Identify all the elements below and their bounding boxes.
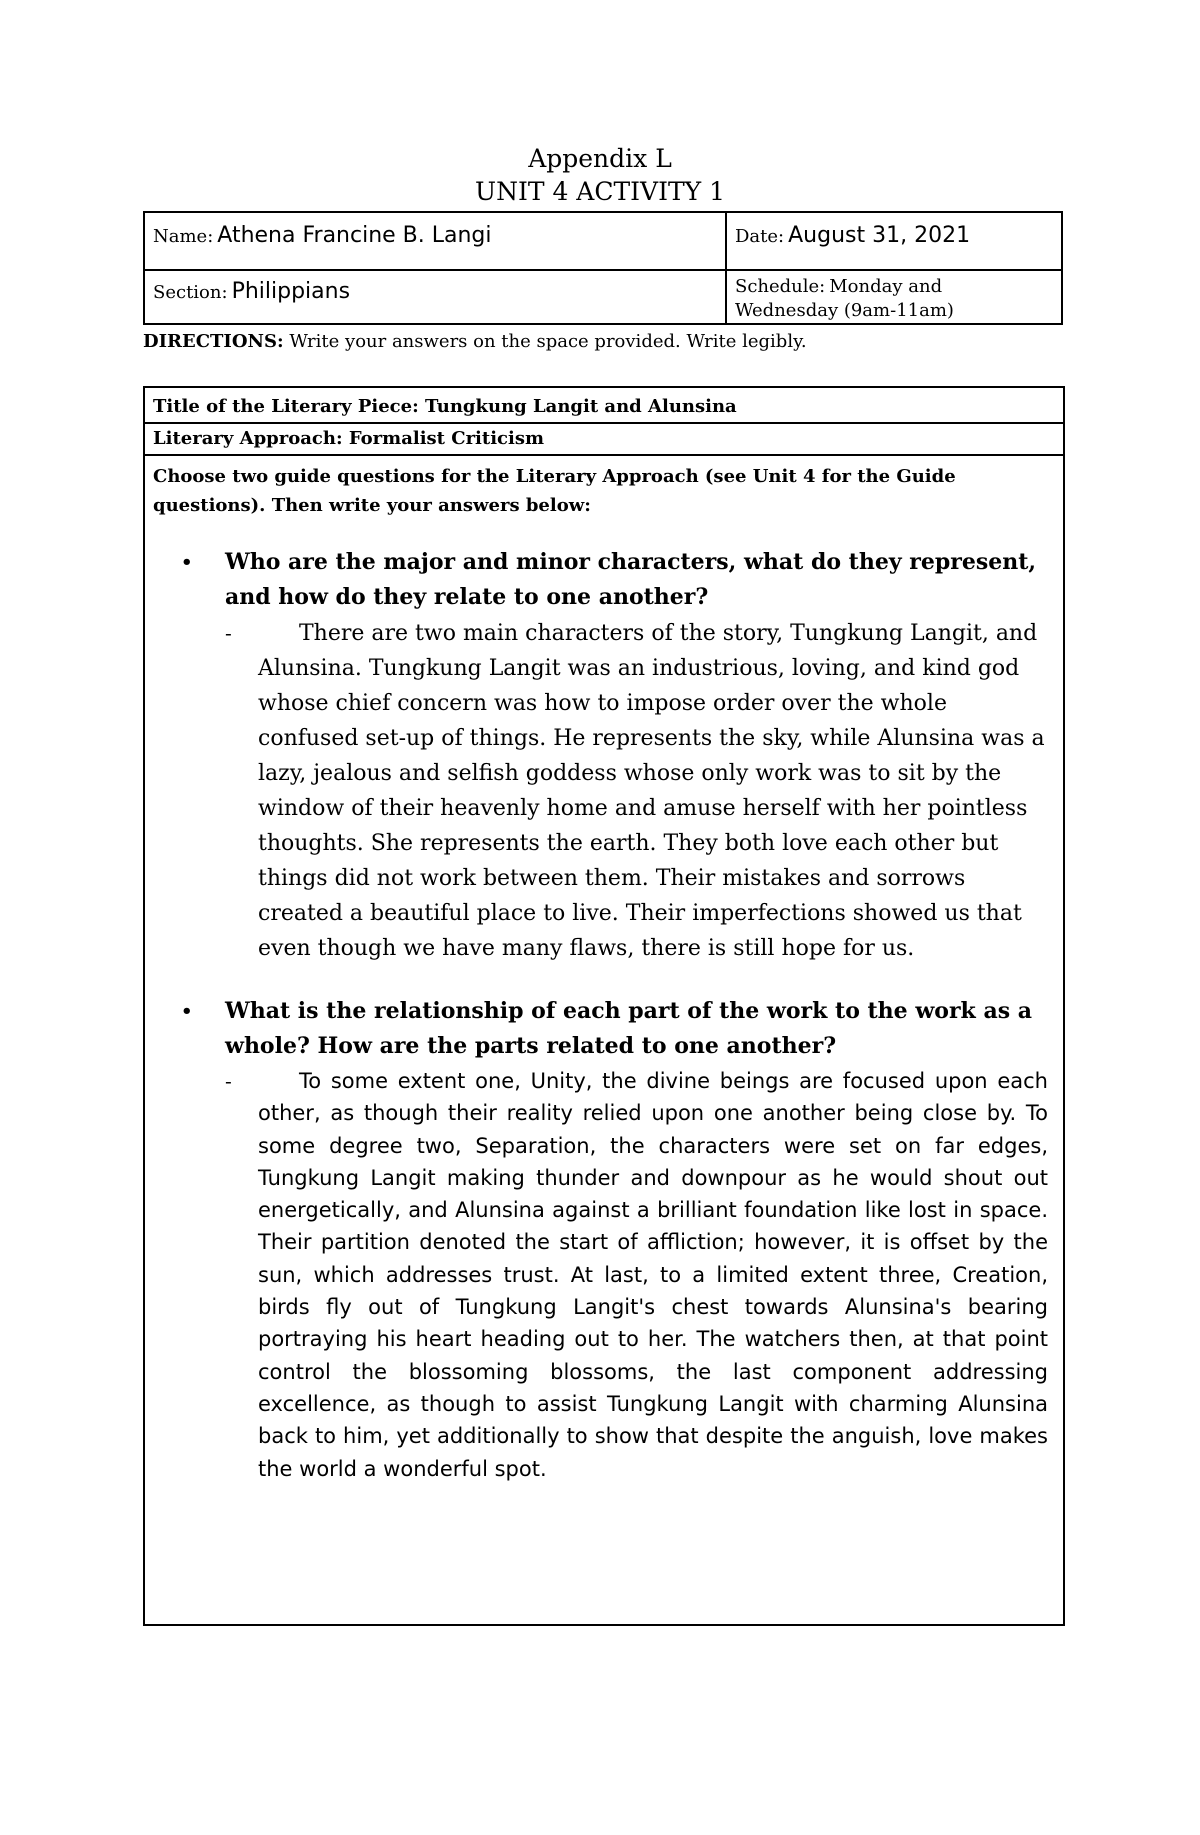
schedule-value-line1: Monday and bbox=[829, 276, 943, 297]
schedule-value-line2: Wednesday (9am-11am) bbox=[735, 300, 954, 321]
dash-marker: - bbox=[225, 621, 232, 645]
literary-piece-title: Title of the Literary Piece: Tungkung Langit and Alunsina bbox=[153, 396, 737, 417]
name-value: Athena Francine B. Langi bbox=[217, 223, 492, 248]
section-cell bbox=[145, 279, 725, 304]
date-label: Date: bbox=[735, 226, 785, 247]
date-cell bbox=[727, 223, 1061, 248]
appendix-heading: Appendix L bbox=[528, 144, 672, 173]
answer-1 bbox=[225, 616, 1048, 966]
guide-question-2 bbox=[181, 994, 1045, 1064]
directions-text: Write your answers on the space provided. Write legibly. bbox=[289, 331, 807, 352]
instructions-text: Choose two guide questions for the Literary Approach (see Unit 4 for the Guide questions). Then write your answers below: bbox=[153, 466, 956, 516]
guide-question-1 bbox=[181, 545, 1045, 615]
row-divider bbox=[145, 422, 1063, 424]
answer-text: To some extent one, Unity, the divine beings are focused upon each other, as though their reality relied upon one another being close by. To some degree two, Separation, the characters were set on far edges, Tungkung Langit making thunder and downpour as he would shout out energetically, and Alunsina against a brilliant foundation like lost in space. Their partition denoted the start of affliction; however, it is offset by the sun, which addresses trust. At last, to a limited extent three, Creation, birds fly out of Tungkung Langit's chest towards Alunsina's bearing portraying his heart heading out to her. The watchers then, at that point control the blossoming blossoms, the last component addressing excellence, as though to assist Tungkung Langit with charming Alunsina back to him, yet additionally to show that despite the anguish, love makes the world a wonderful spot. bbox=[258, 1069, 1048, 1481]
directions-label: DIRECTIONS: bbox=[143, 331, 284, 352]
student-info-table bbox=[143, 211, 1063, 325]
directions bbox=[143, 331, 1143, 352]
name-label: Name: bbox=[153, 226, 214, 247]
answer-table bbox=[143, 386, 1065, 1626]
dash-marker: - bbox=[225, 1069, 232, 1093]
bullet-icon: • bbox=[181, 552, 193, 573]
question-text: Who are the major and minor characters, what do they represent, and how do they relate to one another? bbox=[225, 549, 1037, 610]
schedule-label: Schedule: bbox=[735, 276, 826, 297]
row-divider bbox=[145, 454, 1063, 456]
question-text: What is the relationship of each part of the work to the work as a whole? How are the parts related to one another? bbox=[225, 998, 1032, 1059]
literary-approach: Literary Approach: Formalist Criticism bbox=[153, 428, 545, 449]
name-cell bbox=[145, 223, 725, 248]
answer-2 bbox=[225, 1065, 1048, 1485]
section-value: Philippians bbox=[231, 279, 351, 304]
section-label: Section: bbox=[153, 282, 228, 303]
info-divider-horizontal bbox=[145, 269, 1061, 271]
unit-activity-heading: UNIT 4 ACTIVITY 1 bbox=[475, 177, 725, 206]
schedule-cell bbox=[727, 275, 1061, 323]
bullet-icon: • bbox=[181, 1001, 193, 1022]
date-value: August 31, 2021 bbox=[788, 223, 971, 248]
answer-text: There are two main characters of the story, Tungkung Langit, and Alunsina. Tungkung Langit was an industrious, loving, and kind god whose chief concern was how to impose order over the whole confused set-up of things. He represents the sky, while Alunsina was a lazy, jealous and selfish goddess whose only work was to sit by the window of their heavenly home and amuse herself with her pointless thoughts. She represents the earth. They both love each other but things did not work between them. Their mistakes and sorrows created a beautiful place to live. Their imperfections showed us that even though we have many flaws, there is still hope for us. bbox=[258, 621, 1045, 961]
